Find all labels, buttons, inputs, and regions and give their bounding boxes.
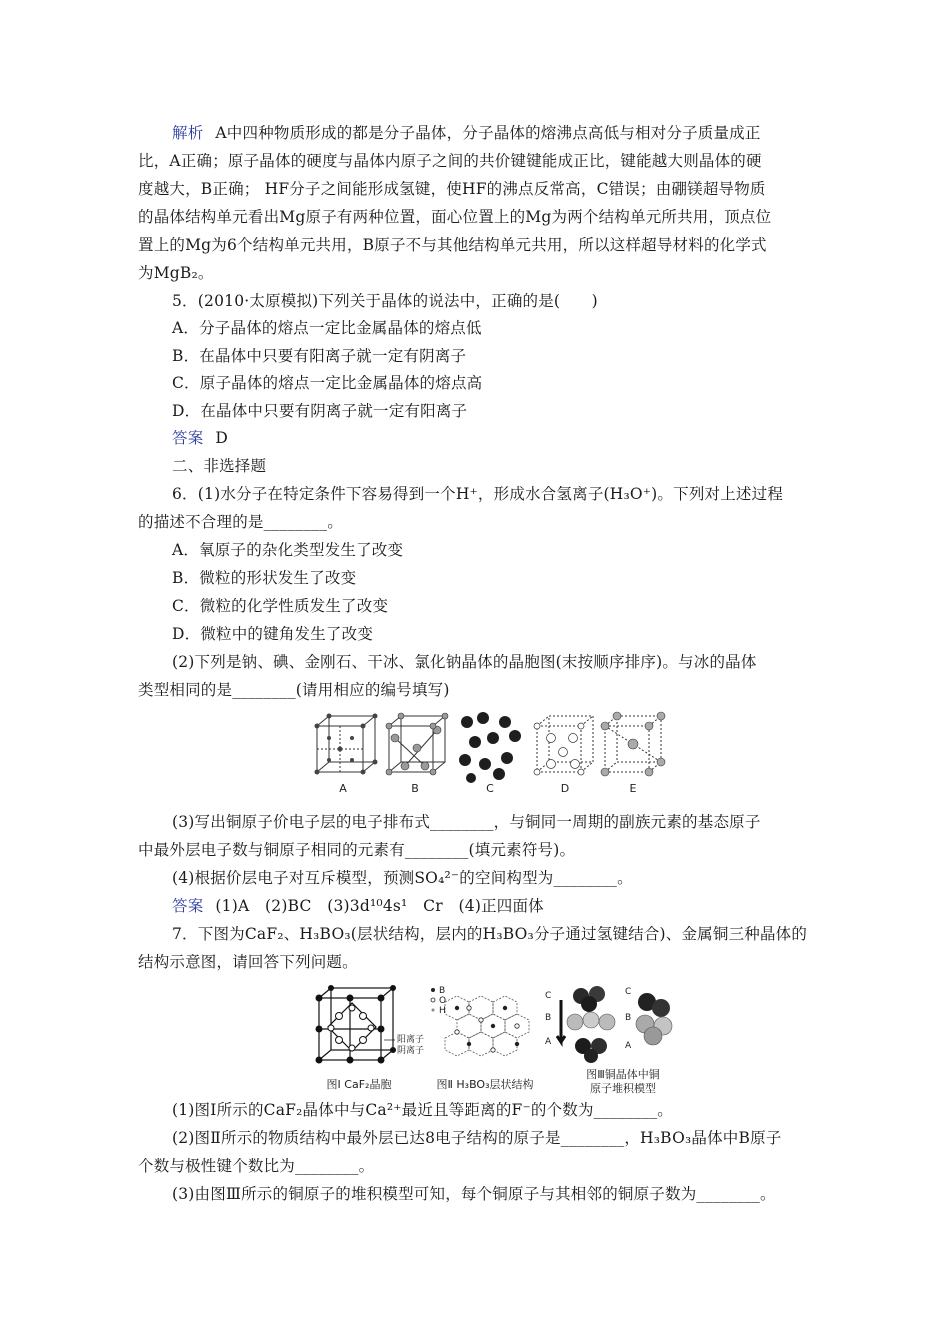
- crystal-structure-figures: [305, 982, 685, 1098]
- unit-cell-a: [317, 716, 375, 772]
- svg-text:B: B: [545, 1013, 552, 1023]
- q6-option-c: C．微粒的化学性质发生了改变: [172, 597, 389, 615]
- q6-part2-line-2: 类型相同的是________(请用相应的编号填写): [138, 681, 450, 699]
- analysis-line-2: 比，A正确；原子晶体的硬度与晶体内原子之间的共价键键能成正比，键能越大则晶体的硬: [138, 152, 762, 170]
- svg-text:H: H: [439, 1006, 446, 1016]
- q5-stem: 5．(2010·太原模拟)下列关于晶体的说法中，正确的是( ): [172, 292, 598, 310]
- svg-text:B: B: [439, 986, 446, 996]
- fig1-caption: 图Ⅰ CaF₂晶胞: [326, 1078, 392, 1091]
- fig-label-a: A: [339, 782, 347, 795]
- unit-cell-figures: [305, 708, 675, 796]
- analysis-line-4: 的晶体结构单元看出Mg原子有两种位置，面心位置上的Mg为两个结构单元所共用，顶点位: [138, 208, 772, 226]
- q5-option-d: D．在晶体中只要有阴离子就一定有阳离子: [172, 402, 468, 420]
- q7-line-1: 7．下图为CaF₂、H₃BO₃(层状结构，层内的H₃BO₃分子通过氢键结合)、金属铜三种晶体的: [172, 925, 808, 943]
- fig2-caption: 图Ⅱ H₃BO₃层状结构: [436, 1078, 534, 1091]
- q6-part3-line-2: 中最外层电子数与铜原子相同的元素有________(填元素符号)。: [138, 841, 576, 859]
- svg-text:O: O: [439, 996, 447, 1006]
- q6-part3-line-1: (3)写出铜原子价电子层的电子排布式________，与铜同一周期的副族元素的基态原子: [172, 813, 761, 831]
- q6-part2-line-1: (2)下列是钠、碘、金刚石、干冰、氯化钠晶体的晶胞图(末按顺序排序)。与冰的晶体: [172, 653, 757, 671]
- unit-cell-d: [537, 716, 593, 772]
- svg-text:C: C: [625, 987, 632, 997]
- fig-label-c: C: [486, 782, 494, 795]
- q7-part2-line-2: 个数与极性键个数比为________。: [138, 1157, 375, 1175]
- fig-label-b: B: [411, 782, 419, 795]
- svg-text:C: C: [545, 991, 552, 1001]
- q6-answer: 答案 (1)A (2)BC (3)3d¹⁰4s¹ Cr (4)正四面体: [172, 897, 544, 915]
- fig-label-d: D: [560, 782, 570, 795]
- section-heading: 二、非选择题: [172, 457, 267, 475]
- fig3-caption-line-1: 图Ⅲ铜晶体中铜: [586, 1068, 660, 1081]
- q6-part4: (4)根据价层电子对互斥模型，预测SO₄²⁻的空间构型为________。: [172, 869, 633, 887]
- fig1-anion-label: 阴离子: [397, 1046, 425, 1056]
- analysis-line-6: 为MgB₂。: [138, 264, 214, 282]
- q6-line-2: 的描述不合理的是________。: [138, 513, 343, 531]
- q7-part3: (3)由图Ⅲ所示的铜原子的堆积模型可知，每个铜原子与其相邻的铜原子数为________。: [172, 1185, 776, 1203]
- unit-cell-c: [459, 712, 521, 783]
- analysis-label: 解析: [172, 124, 204, 142]
- svg-text:B: B: [625, 1013, 632, 1023]
- q5-option-c: C．原子晶体的熔点一定比金属晶体的熔点高: [172, 374, 483, 392]
- analysis-line-3: 度越大，B正确； HF分子之间能形成氢键，使HF的沸点反常高，C错误；由硼镁超导物质: [138, 180, 766, 198]
- analysis-line-1: 解析 A中四种物质形成的都是分子晶体，分子晶体的熔沸点高低与相对分子质量成正: [172, 124, 761, 142]
- fig3-caption-line-2: 原子堆积模型: [590, 1082, 656, 1095]
- q6-answer-label: 答案: [172, 897, 204, 915]
- fig2-legend: [431, 986, 446, 1016]
- svg-text:A: A: [545, 1037, 552, 1047]
- q5-answer-label: 答案: [172, 429, 204, 447]
- fig1-cation-label: 阳离子: [397, 1035, 425, 1045]
- q7-line-2: 结构示意图，请回答下列问题。: [138, 953, 358, 971]
- q6-line-1: 6．(1)水分子在特定条件下容易得到一个H⁺，形成水合氢离子(H₃O⁺)。下列对上述过程: [172, 485, 784, 503]
- fig3-down-arrow: [557, 1000, 565, 1042]
- q5-option-b: B．在晶体中只要有阳离子就一定有阴离子: [172, 347, 467, 365]
- fig-label-e: E: [629, 782, 637, 795]
- q7-part2-line-1: (2)图Ⅱ所示的物质结构中最外层已达8电子结构的原子是________，H₃BO₃晶体中B原子: [172, 1129, 782, 1147]
- q7-part1: (1)图Ⅰ所示的CaF₂晶体中与Ca²⁺最近且等距离的F⁻的个数为________。: [172, 1101, 673, 1119]
- fig3-cu-packing: [567, 986, 672, 1063]
- q5-option-a: A．分子晶体的熔点一定比金属晶体的熔点低: [172, 319, 482, 337]
- svg-text:A: A: [625, 1041, 632, 1051]
- q5-answer: 答案 D: [172, 429, 229, 447]
- analysis-line-5: 置上的Mg为6个结构单元共用，B原子不与其他结构单元共用，所以这样超导材料的化学式: [138, 236, 767, 254]
- q6-option-a: A．氧原子的杂化类型发生了改变: [172, 541, 404, 559]
- q6-option-d: D．微粒中的键角发生了改变: [172, 625, 374, 643]
- q6-option-b: B．微粒的形状发生了改变: [172, 569, 357, 587]
